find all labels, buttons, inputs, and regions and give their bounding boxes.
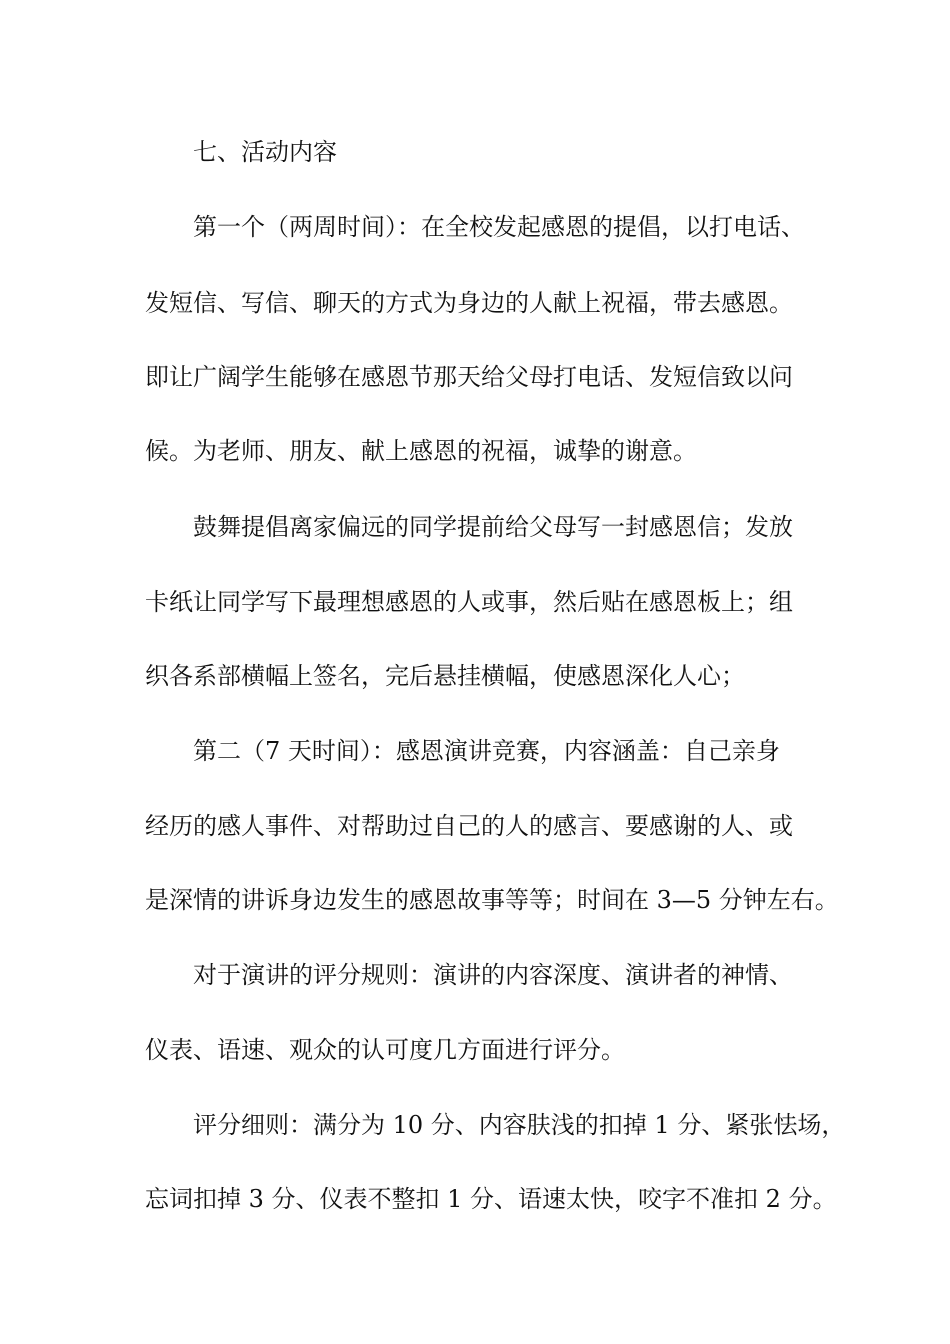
section-heading: 七、活动内容 xyxy=(193,138,337,166)
paragraph-line: 卡纸让同学写下最理想感恩的人或事，然后贴在感恩板上；组 xyxy=(145,588,793,616)
paragraph-line: 织各系部横幅上签名，完后悬挂横幅，使感恩深化人心； xyxy=(145,662,745,690)
paragraph-line: 候。为老师、朋友、献上感恩的祝福，诚挚的谢意。 xyxy=(145,437,697,465)
paragraph-line: 评分细则：满分为 10 分、内容肤浅的扣掉 1 分、紧张怯场， xyxy=(193,1111,846,1139)
paragraph-line: 经历的感人事件、对帮助过自己的人的感言、要感谢的人、或 xyxy=(145,812,793,840)
paragraph-line: 第一个（两周时间）：在全校发起感恩的提倡，以打电话、 xyxy=(193,213,805,241)
paragraph-line: 是深情的讲诉身边发生的感恩故事等等；时间在 3—5 分钟左右。 xyxy=(145,886,839,914)
paragraph-line: 发短信、写信、聊天的方式为身边的人献上祝福，带去感恩。 xyxy=(145,289,793,317)
paragraph-line: 即让广阔学生能够在感恩节那天给父母打电话、发短信致以问 xyxy=(145,363,793,391)
paragraph-line: 对于演讲的评分规则：演讲的内容深度、演讲者的神情、 xyxy=(193,961,793,989)
paragraph-line: 仪表、语速、观众的认可度几方面进行评分。 xyxy=(145,1036,625,1064)
paragraph-line: 忘词扣掉 3 分、仪表不整扣 1 分、语速太快，咬字不准扣 2 分。 xyxy=(145,1185,837,1213)
paragraph-line: 鼓舞提倡离家偏远的同学提前给父母写一封感恩信；发放 xyxy=(193,513,793,541)
paragraph-line: 第二（7 天时间）：感恩演讲竞赛，内容涵盖：自己亲身 xyxy=(193,737,780,765)
